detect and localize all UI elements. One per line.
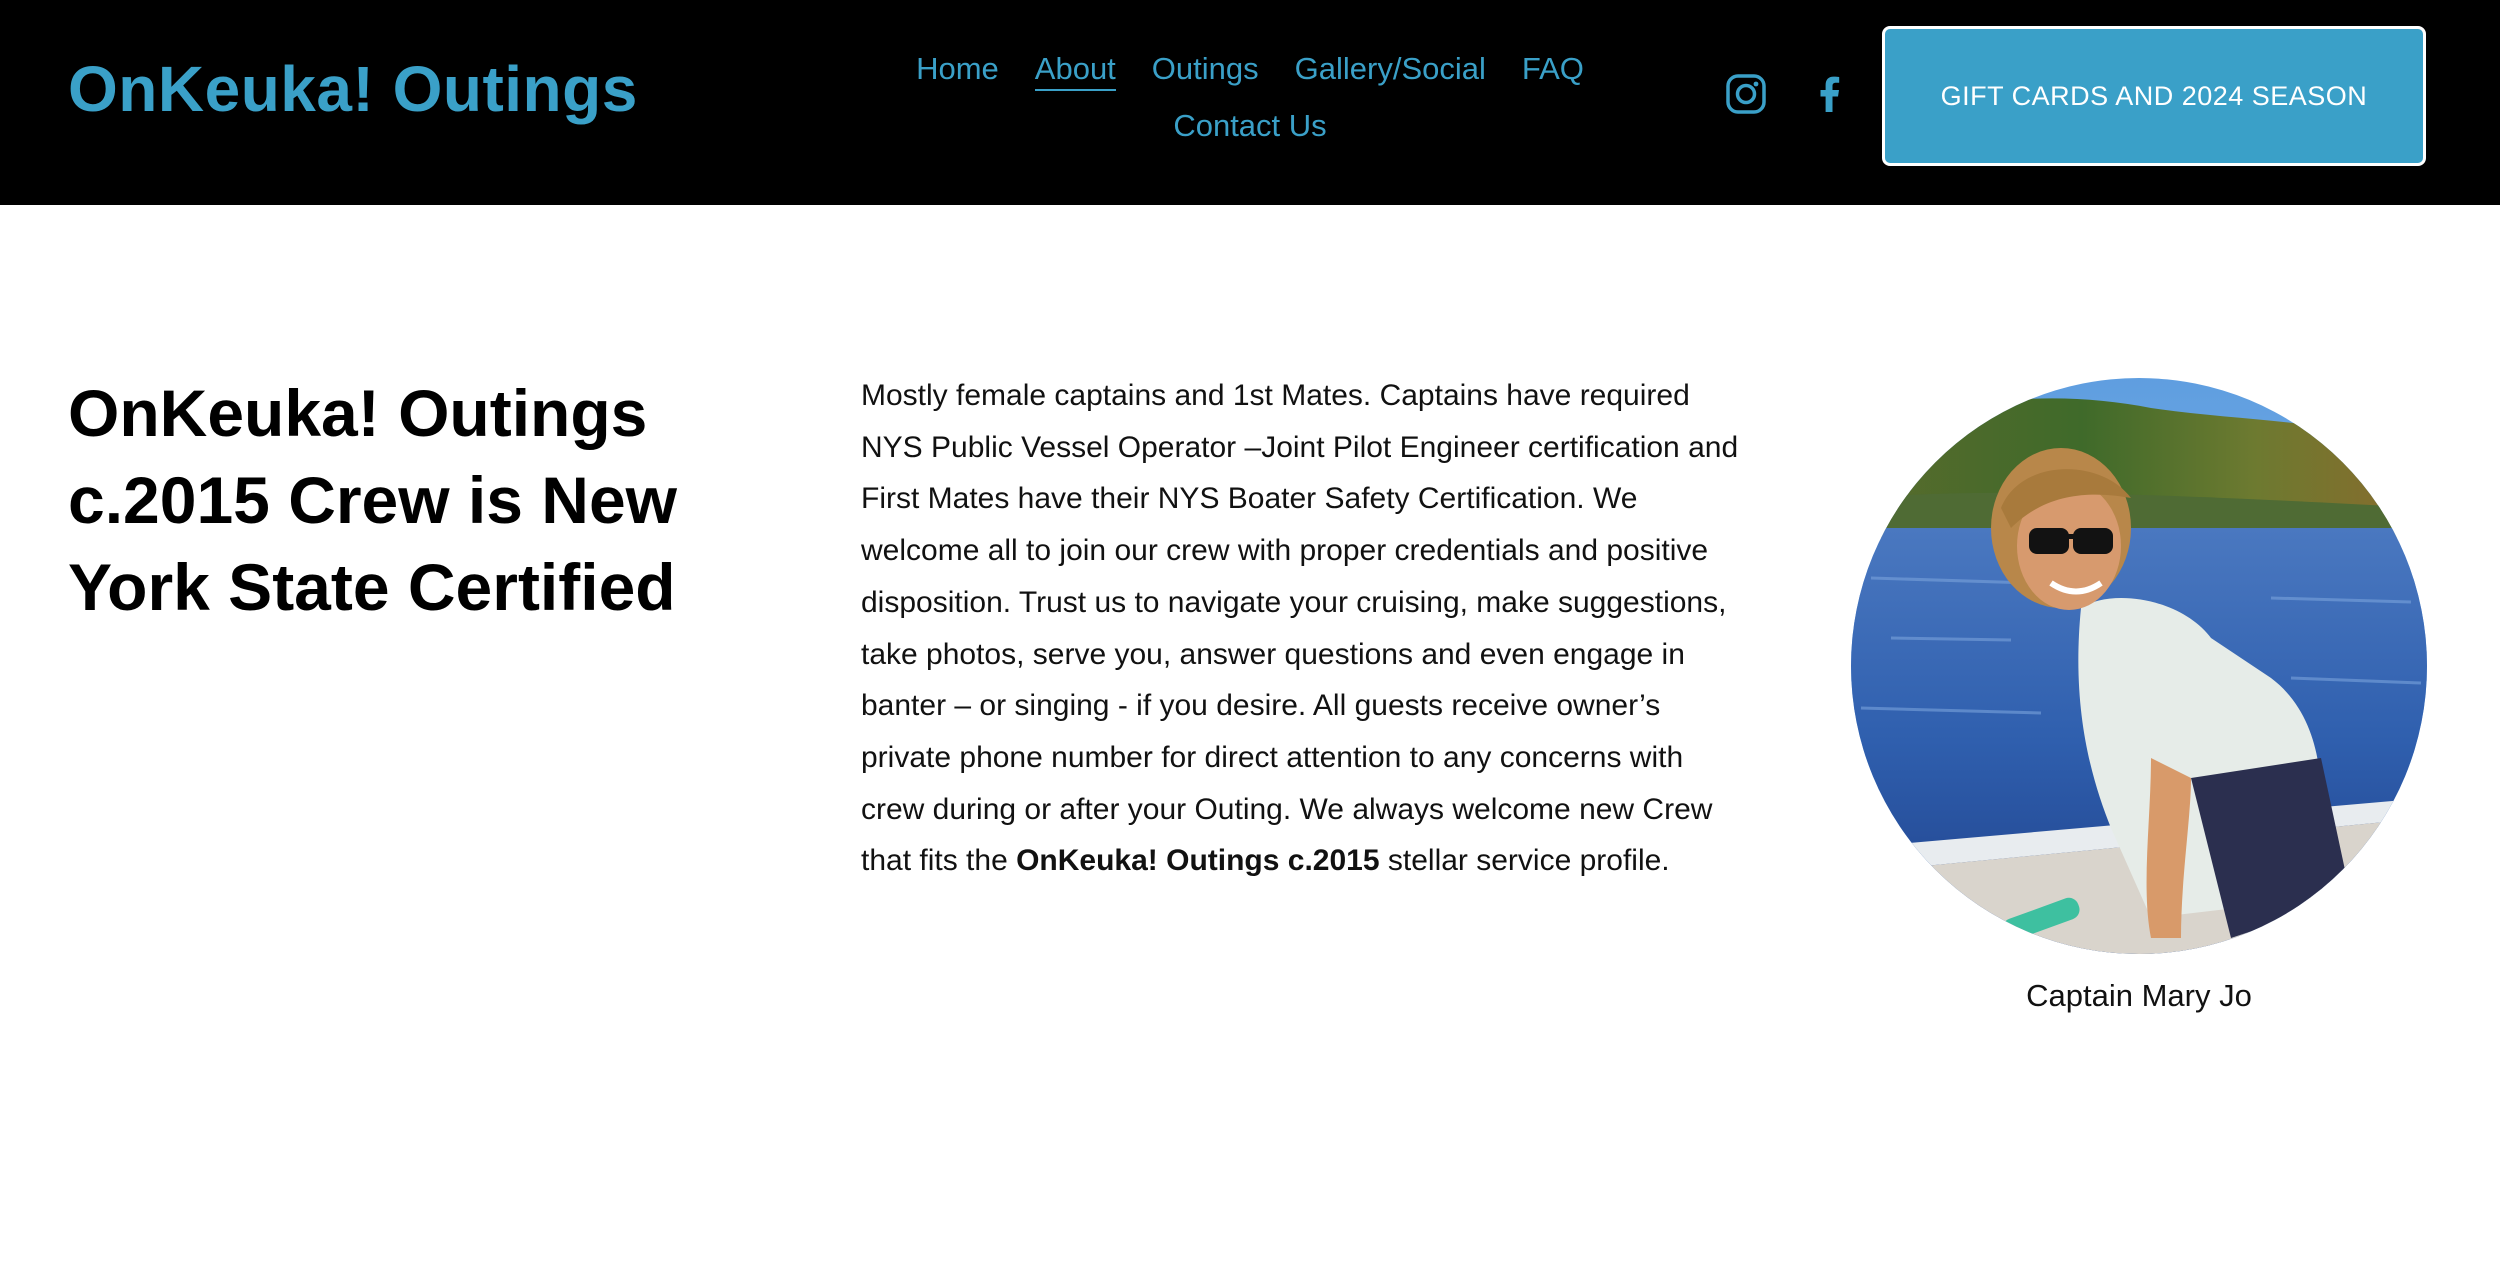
nav-row-1 [900,40,1600,97]
nav-home[interactable]: Home [916,51,999,86]
facebook-icon[interactable] [1808,72,1852,116]
captain-photo [1851,378,2427,954]
gift-cards-button[interactable]: GIFT CARDS AND 2024 SEASON [1882,26,2426,166]
nav-about[interactable]: About [1035,40,1116,97]
site-logo[interactable]: OnKeuka! Outings [68,53,638,125]
nav-contact-us[interactable]: Contact Us [1173,108,1327,143]
nav-gallery-social[interactable]: Gallery/Social [1294,51,1486,86]
site-header [0,0,2500,205]
body-text-part-1: Mostly female captains and 1st Mates. Captains have required NYS Public Vessel Operator –Joint Pilot Engineer certification and First Mates have their NYS Boater Safety Certification. We welcome all to join our crew with proper credentials and positive disposition. Trust us to navigate your cruising, make suggestions, take photos, serve you, answer questions and even engage in banter – or singing - if you desire. All guests receive owner’s private phone number for direct attention to any concerns with crew during or after your Outing. We always welcome new Crew that fits the [861,379,1739,878]
nav-outings[interactable]: Outings [1151,51,1259,86]
main-nav [900,40,1600,154]
page-heading: OnKeuka! Outings c.2015 Crew is New York State Certified [68,376,678,624]
body-text-part-2: stellar service profile. [1379,844,1670,878]
photo-caption: Captain Mary Jo [2026,978,2252,1013]
crew-description [861,370,1741,887]
nav-row-2 [900,97,1600,154]
body-text-bold: OnKeuka! Outings c.2015 [1016,844,1380,878]
instagram-icon[interactable] [1724,72,1768,116]
nav-faq[interactable]: FAQ [1521,51,1584,86]
